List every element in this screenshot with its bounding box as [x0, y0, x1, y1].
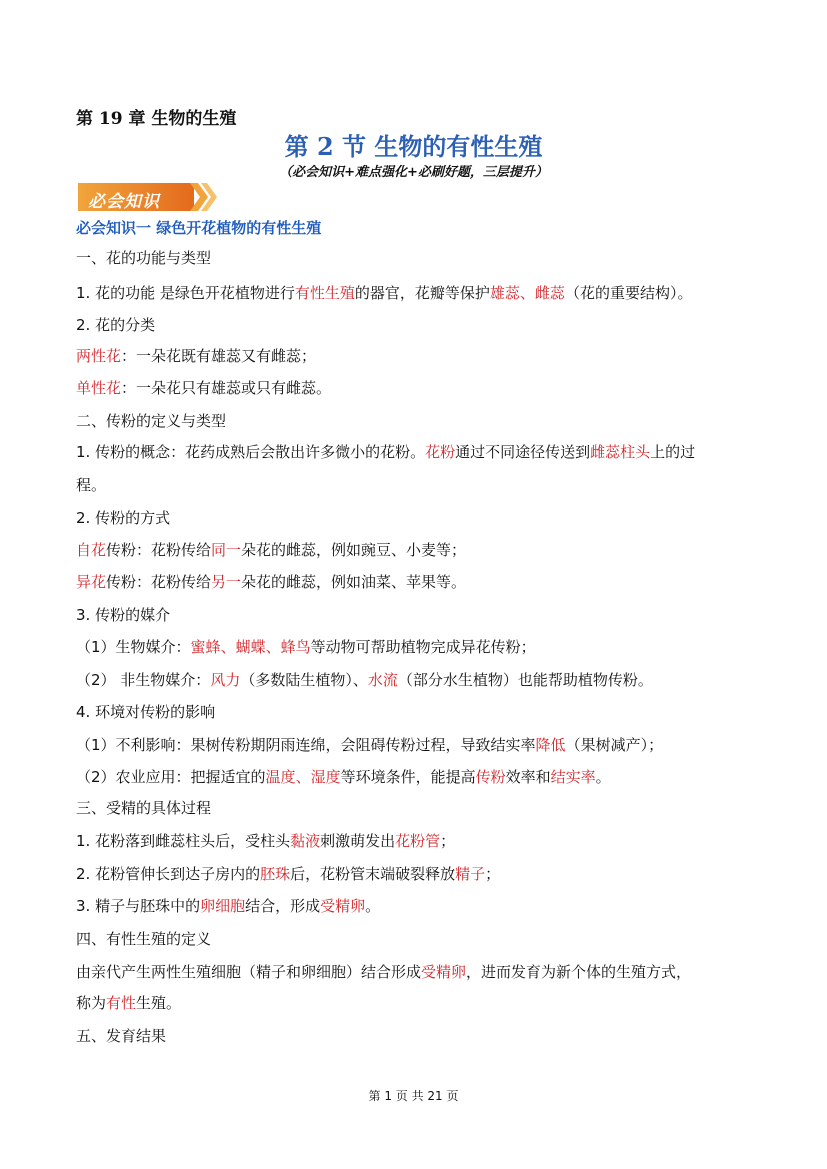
text-segment: 同一	[211, 541, 242, 559]
text-segment: 单性花	[76, 379, 122, 397]
text-segment: 后，花粉管末端破裂释放	[290, 865, 456, 883]
text-line	[76, 669, 653, 691]
text-segment: 传粉：花粉传给	[106, 541, 212, 559]
text-line: 4. 环境对传粉的影响	[76, 703, 216, 721]
text-line	[76, 830, 455, 852]
text-segment: ；	[485, 865, 501, 883]
text-segment: 受精卵	[421, 963, 467, 981]
text-segment: 朵花的雌蕊，例如油菜、苹果等。	[241, 573, 467, 591]
text-line	[76, 377, 331, 399]
text-segment: 花粉管	[395, 832, 441, 850]
text-segment: （2）农业应用：把握适宜的	[76, 768, 266, 786]
text-segment: 生殖。	[136, 994, 182, 1012]
text-line	[76, 282, 692, 304]
text-segment: 胚珠	[260, 865, 291, 883]
text-segment: ：一朵花既有雄蕊又有雌蕊；	[121, 347, 317, 365]
text-segment: 有性	[106, 994, 137, 1012]
text-segment: 温度	[265, 768, 296, 786]
text-segment: 精子	[455, 865, 486, 883]
page-subtitle: （必会知识+难点强化+必刷好题，三层提升）	[279, 165, 548, 180]
text-segment: 朵花的雌蕊，例如豌豆、小麦等；	[241, 541, 467, 559]
text-segment: 蝴蝶	[235, 638, 266, 656]
section-banner	[78, 183, 218, 213]
text-segment: 、	[265, 638, 281, 656]
text-line	[76, 636, 536, 658]
text-line	[76, 539, 466, 561]
text-segment: （1）不利影响：果树传粉期阴雨连绵，会阻碍传粉过程，导致结实率	[76, 736, 536, 754]
text-segment: （1）生物媒介：	[76, 638, 191, 656]
text-segment: 风力	[210, 671, 241, 689]
text-line	[76, 992, 181, 1014]
text-line	[76, 571, 466, 593]
text-segment: 降低	[535, 736, 566, 754]
page-title: 第 2 节 生物的有性生殖	[284, 132, 543, 161]
text-segment: 雄蕊	[489, 284, 520, 302]
text-segment: 3. 精子与胚珠中的	[76, 897, 201, 915]
chapter-heading: 第 19 章 生物的生殖	[76, 109, 237, 129]
text-segment: （花的重要结构）。	[564, 284, 693, 302]
text-segment: 结合，形成	[245, 897, 321, 915]
text-line	[76, 441, 695, 463]
text-segment: 1. 花粉落到雌蕊柱头后，受柱头	[76, 832, 291, 850]
text-line: 2. 花的分类	[76, 316, 156, 334]
text-line: 二、传粉的定义与类型	[76, 412, 227, 430]
text-segment: 另一	[211, 573, 242, 591]
text-segment: 雌蕊柱头	[590, 443, 651, 461]
text-segment: 传粉	[475, 768, 506, 786]
text-segment: ：一朵花只有雄蕊或只有雌蕊。	[121, 379, 332, 397]
text-segment: 自花	[76, 541, 107, 559]
text-segment: 等环境条件，能提高	[340, 768, 476, 786]
text-segment: 。	[595, 768, 611, 786]
text-segment: 卵细胞	[200, 897, 246, 915]
text-segment: 、	[519, 284, 535, 302]
text-segment: 水流	[367, 671, 398, 689]
text-segment: 效率和	[505, 768, 551, 786]
text-segment: 1. 传粉的概念：花药成熟后会散出许多微小的花粉。	[76, 443, 426, 461]
text-segment: 蜜蜂	[190, 638, 221, 656]
text-line: 一、花的功能与类型	[76, 249, 212, 267]
text-segment: ；	[440, 832, 456, 850]
section-heading: 必会知识一 绿色开花植物的有性生殖	[76, 219, 322, 237]
text-line: 程。	[76, 476, 107, 494]
text-segment: 两性花	[76, 347, 122, 365]
text-segment: 传粉：花粉传给	[106, 573, 212, 591]
text-segment: 。	[365, 897, 381, 915]
text-line	[76, 734, 663, 756]
text-segment: 称为	[76, 994, 107, 1012]
text-segment: （2） 非生物媒介：	[76, 671, 211, 689]
text-segment: 由亲代产生两性生殖细胞（精子和卵细胞）结合形成	[76, 963, 422, 981]
text-segment: 雌蕊	[534, 284, 565, 302]
text-segment: 黏液	[290, 832, 321, 850]
text-line	[76, 863, 500, 885]
text-line: 三、受精的具体过程	[76, 799, 212, 817]
text-segment: 异花	[76, 573, 107, 591]
text-segment: 2. 花粉管伸长到达子房内的	[76, 865, 261, 883]
chevron-right-icon	[190, 183, 220, 211]
text-segment: （多数陆生植物）、	[240, 671, 368, 689]
text-segment: 湿度	[310, 768, 341, 786]
text-segment: ，进而发育为新个体的生殖方式，	[466, 963, 692, 981]
text-segment: 等动物可帮助植物完成异花传粉；	[310, 638, 536, 656]
text-segment: 1. 花的功能 是绿色开花植物进行	[76, 284, 295, 302]
text-line	[76, 766, 611, 788]
banner-label: 必会知识	[88, 192, 160, 212]
text-segment: 受精卵	[320, 897, 366, 915]
text-segment: （果树减产）；	[565, 736, 664, 754]
text-segment: 蜂鸟	[280, 638, 311, 656]
text-line	[76, 895, 380, 917]
text-segment: 刺激萌发出	[320, 832, 396, 850]
text-line: 五、发育结果	[76, 1027, 167, 1045]
page-footer: 第 1 页 共 21 页	[368, 1089, 459, 1103]
text-segment: 的器官，花瓣等保护	[354, 284, 490, 302]
text-segment: 上的过	[650, 443, 696, 461]
text-segment: 、	[295, 768, 311, 786]
text-segment: （部分水生植物）也能帮助植物传粉。	[397, 671, 653, 689]
text-segment: 花粉	[425, 443, 456, 461]
text-segment: 、	[220, 638, 236, 656]
text-line: 四、有性生殖的定义	[76, 930, 212, 948]
text-line: 2. 传粉的方式	[76, 509, 171, 527]
text-segment: 结实率	[550, 768, 596, 786]
text-segment: 通过不同途径传送到	[455, 443, 591, 461]
text-segment: 有性生殖	[294, 284, 355, 302]
text-line: 3. 传粉的媒介	[76, 606, 171, 624]
text-line	[76, 345, 316, 367]
text-line	[76, 961, 691, 983]
